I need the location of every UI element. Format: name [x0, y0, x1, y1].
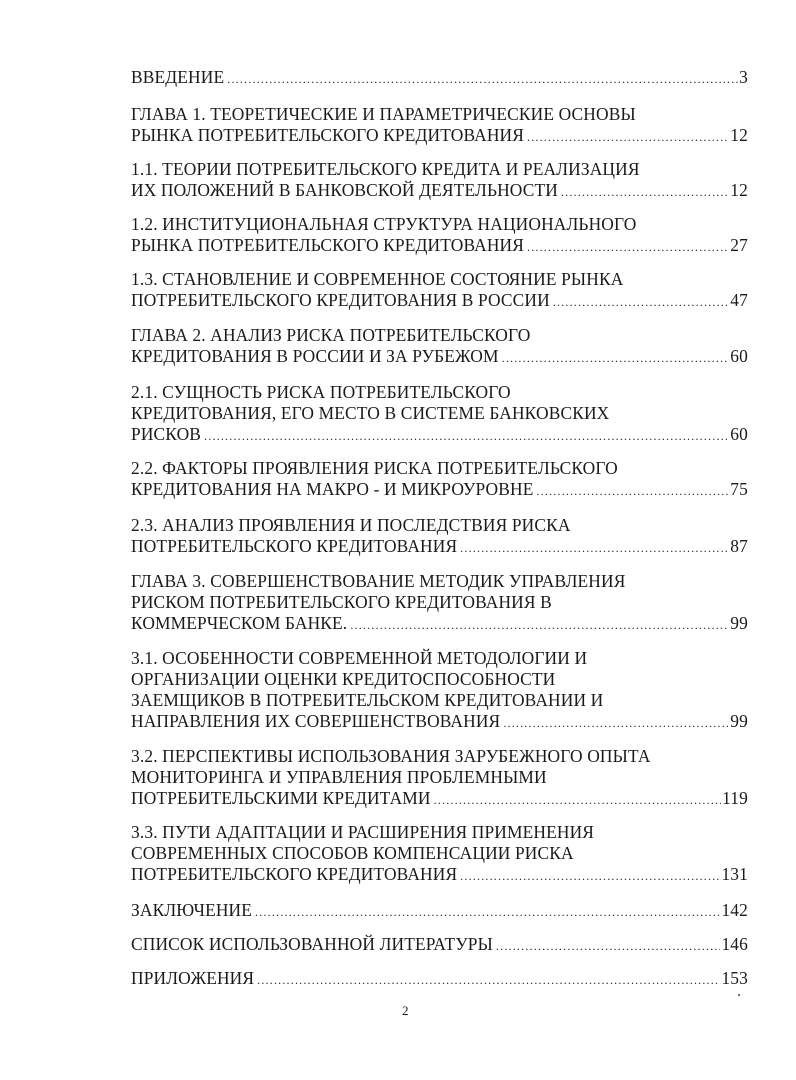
- toc-page-number: 27: [730, 235, 748, 255]
- toc-entry-title-line: СОВРЕМЕННЫХ СПОСОБОВ КОМПЕНСАЦИИ РИСКА: [131, 843, 574, 863]
- toc-entry-section-3-1[interactable]: [131, 648, 748, 734]
- toc-entry-bibliography[interactable]: [131, 934, 748, 957]
- toc-entry-title: ПРИЛОЖЕНИЯ: [131, 968, 255, 988]
- dot-leader: [350, 615, 729, 636]
- dot-leader: [460, 538, 729, 559]
- dot-leader: [561, 182, 729, 203]
- toc-page-number: 47: [730, 290, 748, 310]
- dot-leader: [255, 902, 720, 923]
- toc-entry-title-line: 3.2. ПЕРСПЕКТИВЫ ИСПОЛЬЗОВАНИЯ ЗАРУБЕЖНОГО ОПЫТА: [131, 746, 651, 766]
- toc-entry-title-line: РИСКОМ ПОТРЕБИТЕЛЬСКОГО КРЕДИТОВАНИЯ В: [131, 592, 552, 612]
- toc-entry-title: СПИСОК ИСПОЛЬЗОВАННОЙ ЛИТЕРАТУРЫ: [131, 934, 493, 954]
- toc-page-number: 153: [721, 968, 748, 988]
- toc-entry-appendices[interactable]: [131, 968, 748, 991]
- toc-entry-chapter-2[interactable]: [131, 325, 748, 369]
- toc-entry-chapter-1[interactable]: [131, 104, 748, 148]
- toc-entry-title-line: ПОТРЕБИТЕЛЬСКОГО КРЕДИТОВАНИЯ: [131, 536, 458, 556]
- toc-entry-title-line: ОРГАНИЗАЦИИ ОЦЕНКИ КРЕДИТОСПОСОБНОСТИ: [131, 669, 556, 689]
- toc-entry-section-1-2[interactable]: [131, 214, 748, 258]
- toc-entry-title-line: КРЕДИТОВАНИЯ, ЕГО МЕСТО В СИСТЕМЕ БАНКОВСКИХ: [131, 403, 610, 423]
- toc-entry-title-line: ЗАЕМЩИКОВ В ПОТРЕБИТЕЛЬСКОМ КРЕДИТОВАНИИ И: [131, 690, 604, 710]
- dot-leader: [434, 790, 721, 811]
- dot-leader: [257, 970, 720, 991]
- toc-page-number: 3: [739, 67, 748, 87]
- toc-page-number: 146: [721, 934, 748, 954]
- toc-page-number: 99: [730, 613, 748, 633]
- toc-entry-title-line: 3.1. ОСОБЕННОСТИ СОВРЕМЕННОЙ МЕТОДОЛОГИИ И: [131, 648, 588, 668]
- dot-leader: [496, 936, 721, 957]
- toc-entry-title-line: КРЕДИТОВАНИЯ В РОССИИ И ЗА РУБЕЖОМ: [131, 346, 499, 366]
- toc-entry-title-line: ГЛАВА 3. СОВЕРШЕНСТВОВАНИЕ МЕТОДИК УПРАВЛЕНИЯ: [131, 571, 626, 591]
- toc-entry-title-line: ГЛАВА 1. ТЕОРЕТИЧЕСКИЕ И ПАРАМЕТРИЧЕСКИЕ ОСНОВЫ: [131, 104, 636, 124]
- toc-entry-title-line: КРЕДИТОВАНИЯ НА МАКРО - И МИКРОУРОВНЕ: [131, 479, 534, 499]
- toc-entry-section-1-3[interactable]: [131, 269, 748, 313]
- toc-entry-title-line: ПОТРЕБИТЕЛЬСКИМИ КРЕДИТАМИ: [131, 788, 431, 808]
- dot-leader: [502, 348, 730, 369]
- toc-page-number: 60: [730, 346, 748, 366]
- toc-page-number: 87: [730, 536, 748, 556]
- dot-leader: [527, 127, 729, 148]
- toc-page-number: 142: [721, 900, 748, 920]
- toc-entry-chapter-3[interactable]: [131, 571, 748, 636]
- toc-entry-section-3-2[interactable]: [131, 746, 748, 811]
- toc-page-number: 99: [730, 711, 748, 731]
- toc-entry-title: ВВЕДЕНИЕ: [131, 67, 225, 87]
- scan-speck: [738, 994, 740, 996]
- toc-page-number: 12: [730, 180, 748, 200]
- dot-leader: [460, 866, 720, 887]
- toc-entry-section-2-1[interactable]: [131, 382, 748, 447]
- toc-entry-title: ЗАКЛЮЧЕНИЕ: [131, 900, 253, 920]
- dot-leader: [537, 481, 730, 502]
- toc-entry-section-1-1[interactable]: [131, 159, 748, 203]
- toc-entry-title-line: ПОТРЕБИТЕЛЬСКОГО КРЕДИТОВАНИЯ В РОССИИ: [131, 290, 550, 310]
- toc-page-number: 119: [722, 788, 748, 808]
- toc-entry-title-line: РИСКОВ: [131, 424, 202, 444]
- toc-entry-title-line: ГЛАВА 2. АНАЛИЗ РИСКА ПОТРЕБИТЕЛЬСКОГО: [131, 325, 531, 345]
- toc-entry-title-line: 1.3. СТАНОВЛЕНИЕ И СОВРЕМЕННОЕ СОСТОЯНИЕ РЫНКА: [131, 269, 624, 289]
- toc-entry-title-line: 2.1. СУЩНОСТЬ РИСКА ПОТРЕБИТЕЛЬСКОГО: [131, 382, 511, 402]
- toc-entry-title-line: РЫНКА ПОТРЕБИТЕЛЬСКОГО КРЕДИТОВАНИЯ: [131, 235, 524, 255]
- dot-leader: [204, 426, 729, 447]
- toc-page-number: 60: [730, 424, 748, 444]
- dot-leader: [227, 69, 738, 90]
- toc-entry-title-line: НАПРАВЛЕНИЯ ИХ СОВЕРШЕНСТВОВАНИЯ: [131, 711, 501, 731]
- toc-entry-title-line: ИХ ПОЛОЖЕНИЙ В БАНКОВСКОЙ ДЕЯТЕЛЬНОСТИ: [131, 180, 558, 200]
- toc-entry-title-line: 1.2. ИНСТИТУЦИОНАЛЬНАЯ СТРУКТУРА НАЦИОНАЛЬНОГО: [131, 214, 637, 234]
- toc-entry-title-line: ПОТРЕБИТЕЛЬСКОГО КРЕДИТОВАНИЯ: [131, 864, 458, 884]
- page-number: 2: [402, 1003, 409, 1018]
- toc-entry-introduction[interactable]: [131, 67, 748, 90]
- toc-entry-title-line: РЫНКА ПОТРЕБИТЕЛЬСКОГО КРЕДИТОВАНИЯ: [131, 125, 524, 145]
- toc-entry-title-line: 1.1. ТЕОРИИ ПОТРЕБИТЕЛЬСКОГО КРЕДИТА И РЕАЛИЗАЦИЯ: [131, 159, 640, 179]
- dot-leader: [527, 237, 729, 258]
- toc-entry-section-3-3[interactable]: [131, 822, 748, 887]
- toc-entry-conclusion[interactable]: [131, 900, 748, 923]
- dot-leader: [503, 713, 729, 734]
- toc-entry-title-line: КОММЕРЧЕСКОМ БАНКЕ.: [131, 613, 348, 633]
- toc-page-number: 131: [721, 864, 748, 884]
- toc-entry-title-line: 2.3. АНАЛИЗ ПРОЯВЛЕНИЯ И ПОСЛЕДСТВИЯ РИСКА: [131, 515, 571, 535]
- toc-entry-section-2-2[interactable]: [131, 458, 748, 502]
- toc-page-number: 75: [730, 479, 748, 499]
- toc-entry-section-2-3[interactable]: [131, 515, 748, 559]
- toc-page-number: 12: [730, 125, 748, 145]
- toc-entry-title-line: МОНИТОРИНГА И УПРАВЛЕНИЯ ПРОБЛЕМНЫМИ: [131, 767, 547, 787]
- toc-entry-title-line: 3.3. ПУТИ АДАПТАЦИИ И РАСШИРЕНИЯ ПРИМЕНЕНИЯ: [131, 822, 595, 842]
- dot-leader: [553, 292, 729, 313]
- toc-entry-title-line: 2.2. ФАКТОРЫ ПРОЯВЛЕНИЯ РИСКА ПОТРЕБИТЕЛЬСКОГО: [131, 458, 618, 478]
